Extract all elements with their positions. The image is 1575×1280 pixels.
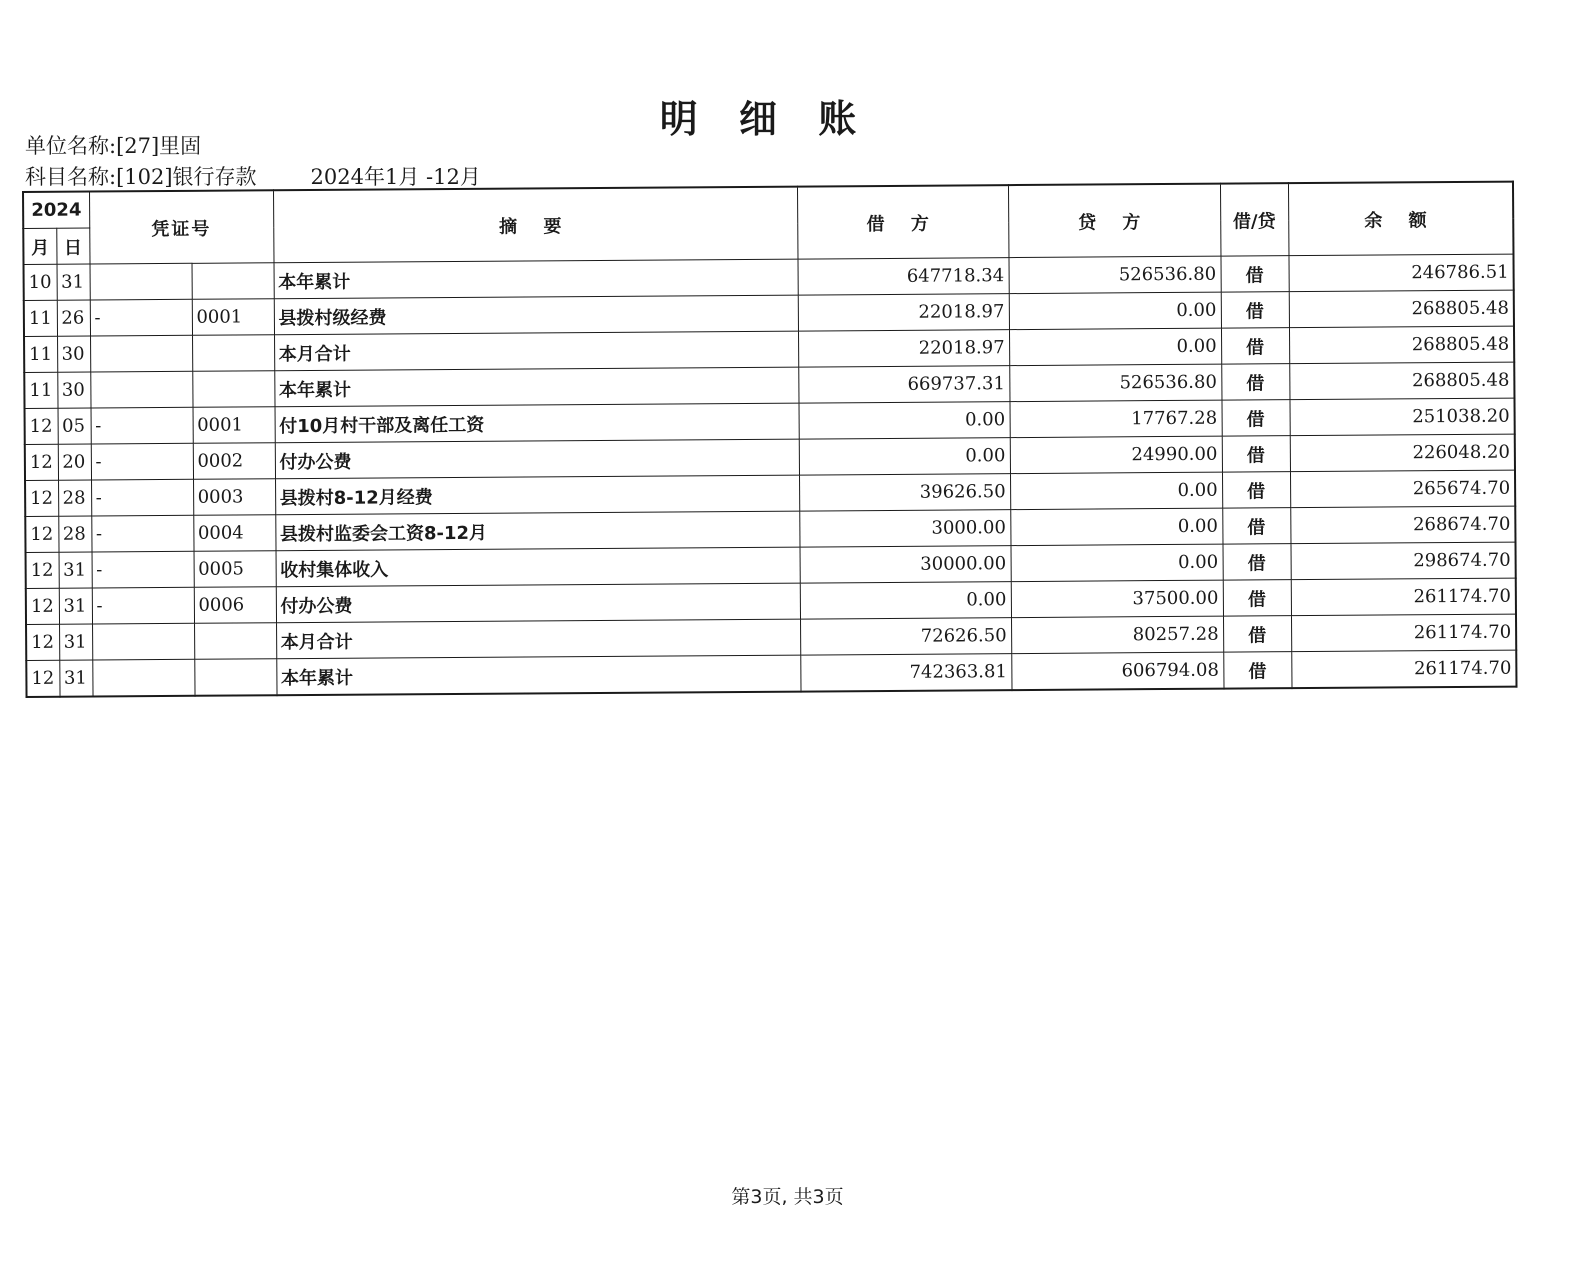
- day-cell: 31: [59, 588, 92, 624]
- month-cell: 12: [26, 624, 59, 660]
- voucher-no-cell: 0006: [194, 587, 276, 624]
- header-row-1: [23, 182, 1513, 229]
- direction-cell: 借: [1223, 580, 1291, 616]
- year-header: 2024: [23, 192, 89, 229]
- summary-cell: 本月合计: [274, 331, 798, 371]
- month-cell: 11: [24, 372, 57, 408]
- day-cell: 31: [59, 624, 92, 660]
- summary-cell: 县拨村8-12月经费: [275, 475, 799, 515]
- direction-cell: 借: [1222, 472, 1290, 508]
- summary-cell: 付办公费: [276, 583, 800, 623]
- balance-cell: 268674.70: [1290, 506, 1515, 544]
- day-cell: 30: [57, 336, 90, 372]
- month-header: 月: [23, 228, 56, 264]
- debit-cell: 22018.97: [798, 330, 1009, 367]
- summary-cell: 付办公费: [275, 439, 799, 479]
- direction-header: 借/贷: [1220, 183, 1289, 256]
- voucher-no-cell: 0002: [193, 443, 275, 480]
- summary-cell: 收村集体收入: [276, 547, 800, 587]
- day-cell: 31: [57, 264, 90, 300]
- direction-cell: 借: [1222, 508, 1290, 544]
- day-cell: 30: [57, 372, 90, 408]
- balance-cell: 268805.48: [1289, 290, 1514, 328]
- debit-cell: 30000.00: [800, 546, 1011, 583]
- voucher-no-cell: 0004: [193, 515, 275, 552]
- balance-cell: 261174.70: [1291, 614, 1516, 652]
- day-cell: 26: [57, 300, 90, 336]
- voucher-no-cell: 0001: [192, 299, 274, 336]
- day-cell: 05: [58, 408, 91, 444]
- summary-cell: 本年累计: [274, 367, 798, 407]
- balance-cell: 298674.70: [1291, 542, 1516, 580]
- balance-cell: 268805.48: [1289, 362, 1514, 400]
- voucher-type-cell: [92, 623, 194, 660]
- credit-header: 贷 方: [1008, 184, 1221, 258]
- direction-cell: 借: [1222, 436, 1290, 472]
- debit-cell: 39626.50: [799, 474, 1010, 511]
- direction-cell: 借: [1223, 544, 1291, 580]
- voucher-type-cell: -: [92, 587, 194, 624]
- direction-cell: 借: [1220, 256, 1288, 292]
- summary-cell: 县拨村监委会工资8-12月: [275, 511, 799, 551]
- credit-cell: 80257.28: [1011, 616, 1223, 653]
- voucher-no-cell: [194, 623, 276, 660]
- balance-header: 余 额: [1288, 182, 1514, 256]
- unit-name: 单位名称:[27]里固: [25, 134, 202, 158]
- debit-cell: 647718.34: [798, 258, 1009, 295]
- month-cell: 12: [26, 588, 59, 624]
- debit-cell: 0.00: [800, 582, 1011, 619]
- voucher-type-cell: -: [90, 299, 192, 336]
- credit-cell: 0.00: [1010, 508, 1222, 545]
- voucher-type-cell: -: [91, 407, 193, 444]
- ledger-table-wrapper: [22, 181, 1516, 698]
- debit-cell: 3000.00: [799, 510, 1010, 547]
- ledger-body: [24, 254, 1517, 697]
- debit-header: 借 方: [797, 185, 1009, 259]
- debit-cell: 22018.97: [798, 294, 1009, 331]
- voucher-type-cell: -: [91, 443, 193, 480]
- voucher-no-cell: [194, 659, 276, 696]
- summary-cell: 本年累计: [274, 259, 798, 299]
- day-cell: 31: [59, 552, 92, 588]
- account-line: [25, 161, 481, 191]
- direction-cell: 借: [1221, 364, 1289, 400]
- credit-cell: 0.00: [1009, 328, 1221, 365]
- balance-cell: 226048.20: [1290, 434, 1515, 472]
- direction-cell: 借: [1223, 652, 1291, 689]
- month-cell: 11: [24, 300, 57, 336]
- balance-cell: 261174.70: [1291, 650, 1516, 688]
- direction-cell: 借: [1222, 400, 1290, 436]
- balance-cell: 265674.70: [1290, 470, 1515, 508]
- summary-header: 摘 要: [273, 187, 797, 263]
- credit-cell: 0.00: [1010, 472, 1222, 509]
- balance-cell: 246786.51: [1288, 254, 1513, 292]
- voucher-no-cell: 0003: [193, 479, 275, 516]
- balance-cell: 251038.20: [1290, 398, 1515, 436]
- summary-cell: 本月合计: [276, 619, 800, 659]
- month-cell: 12: [25, 444, 58, 480]
- voucher-type-cell: -: [91, 479, 193, 516]
- voucher-header: 凭证号: [89, 190, 274, 264]
- credit-cell: 24990.00: [1010, 436, 1222, 473]
- voucher-type-cell: [90, 371, 192, 408]
- month-cell: 12: [26, 660, 59, 697]
- balance-cell: 261174.70: [1291, 578, 1516, 616]
- voucher-no-cell: [192, 263, 274, 300]
- day-cell: 31: [59, 660, 92, 697]
- debit-cell: 742363.81: [800, 654, 1011, 692]
- voucher-no-cell: [192, 335, 274, 372]
- voucher-no-cell: [192, 371, 274, 408]
- day-cell: 20: [58, 444, 91, 480]
- debit-cell: 0.00: [799, 402, 1010, 439]
- summary-cell: 本年累计: [276, 655, 800, 695]
- credit-cell: 0.00: [1009, 292, 1221, 329]
- credit-cell: 606794.08: [1011, 652, 1223, 690]
- account-name: 科目名称:[102]银行存款: [25, 165, 257, 189]
- month-cell: 10: [24, 264, 57, 300]
- summary-cell: 县拨村级经费: [274, 295, 798, 335]
- balance-cell: 268805.48: [1289, 326, 1514, 364]
- page-title: 明 细 账: [659, 96, 871, 141]
- credit-cell: 526536.80: [1009, 364, 1221, 401]
- month-cell: 12: [25, 516, 58, 552]
- voucher-no-cell: 0001: [193, 407, 275, 444]
- month-cell: 11: [24, 336, 57, 372]
- voucher-type-cell: [92, 659, 194, 696]
- debit-cell: 0.00: [799, 438, 1010, 475]
- month-cell: 12: [25, 480, 58, 516]
- month-cell: 12: [26, 552, 59, 588]
- summary-cell: 付10月村干部及离任工资: [275, 403, 799, 443]
- credit-cell: 37500.00: [1011, 580, 1223, 617]
- day-header: 日: [56, 228, 89, 264]
- direction-cell: 借: [1221, 328, 1289, 364]
- month-cell: 12: [25, 408, 58, 444]
- period: 2024年1月 -12月: [310, 165, 481, 189]
- page-footer: 第3页, 共3页: [731, 1186, 844, 1208]
- ledger-table: [22, 181, 1518, 698]
- credit-cell: 17767.28: [1010, 400, 1222, 437]
- voucher-type-cell: -: [91, 515, 193, 552]
- direction-cell: 借: [1223, 616, 1291, 652]
- day-cell: 28: [58, 480, 91, 516]
- credit-cell: 0.00: [1011, 544, 1223, 581]
- debit-cell: 669737.31: [798, 366, 1009, 403]
- voucher-no-cell: 0005: [194, 551, 276, 588]
- debit-cell: 72626.50: [800, 618, 1011, 655]
- voucher-type-cell: -: [92, 551, 194, 588]
- day-cell: 28: [58, 516, 91, 552]
- direction-cell: 借: [1221, 292, 1289, 328]
- voucher-type-cell: [90, 335, 192, 372]
- credit-cell: 526536.80: [1009, 256, 1221, 293]
- voucher-type-cell: [90, 263, 192, 300]
